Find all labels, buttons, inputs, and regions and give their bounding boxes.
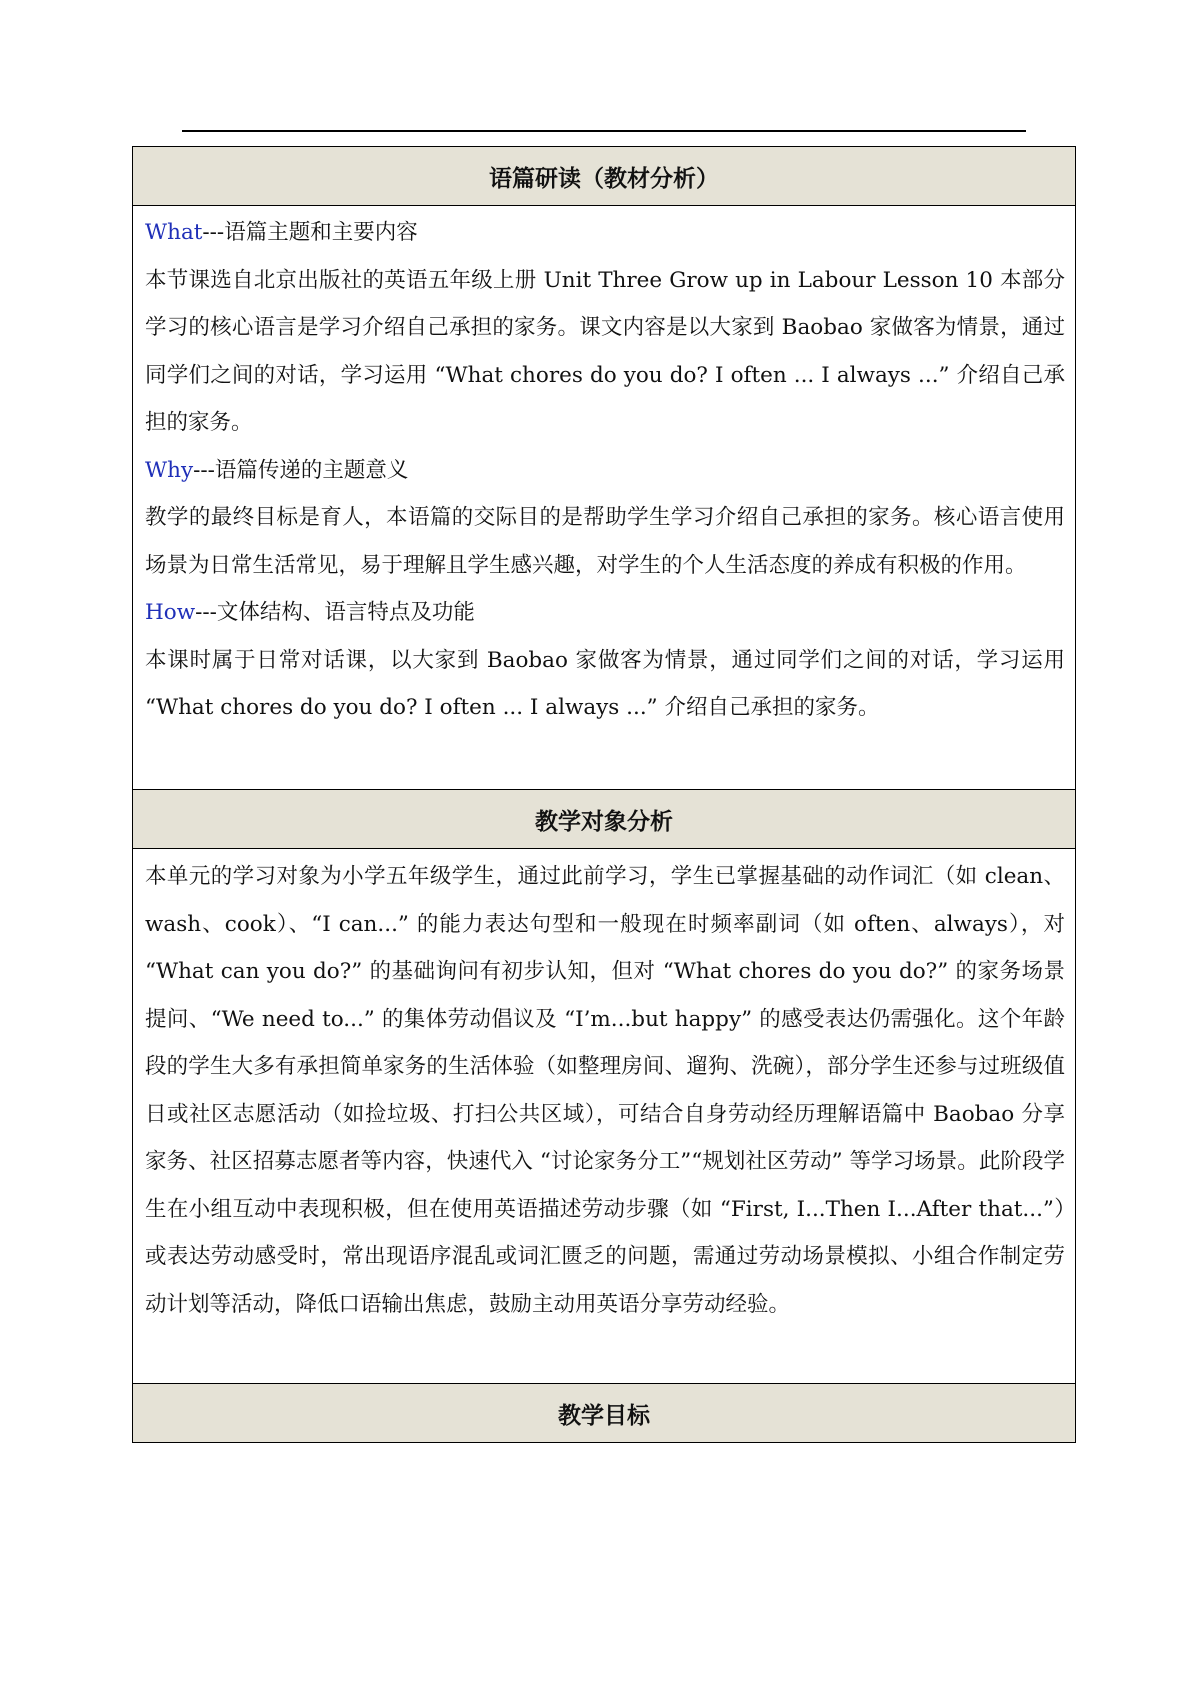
- section-title-teaching-goals: 教学目标: [133, 1384, 1076, 1443]
- how-heading: [145, 589, 1065, 637]
- section-header-row: [133, 1384, 1076, 1443]
- why-heading-label: ---语篇传递的主题意义: [193, 457, 409, 483]
- what-heading-label: ---语篇主题和主要内容: [202, 220, 418, 245]
- text-analysis-content: [133, 206, 1076, 790]
- section-title-text-analysis: 语篇研读（教材分析）: [133, 147, 1076, 206]
- section-header-row: [133, 147, 1076, 206]
- why-keyword: Why: [145, 457, 194, 483]
- lesson-plan-table: [132, 146, 1076, 1443]
- why-heading: [145, 447, 1065, 495]
- how-keyword: How: [145, 600, 196, 625]
- what-keyword: What: [145, 220, 203, 245]
- section-content-row: [133, 206, 1076, 790]
- why-body: 教学的最终目标是育人，本语篇的交际目的是帮助学生学习介绍自己承担的家务。核心语言使用场景为日常生活常见，易于理解且学生感兴趣，对学生的个人生活态度的养成有积极的作用。: [145, 505, 1065, 578]
- top-rule: [182, 130, 1026, 132]
- student-analysis-content: [133, 849, 1076, 1384]
- section-header-row: [133, 790, 1076, 849]
- how-body: 本课时属于日常对话课，以大家到 Baobao 家做客为情景，通过同学们之间的对话，学习运用 “What chores do you do? I often ... I always ...” 介绍自己承担的家务。: [145, 647, 1065, 720]
- section-content-row: [133, 849, 1076, 1384]
- section-title-student-analysis: 教学对象分析: [133, 790, 1076, 849]
- how-heading-label: ---文体结构、语言特点及功能: [195, 600, 475, 625]
- what-body: 本节课选自北京出版社的英语五年级上册 Unit Three Grow up in Labour Lesson 10 本部分学习的核心语言是学习介绍自己承担的家务。课文内容是以大家到 Baobao 家做客为情景，通过同学们之间的对话，学习运用 “What chores do you do? I often ... I always ...” 介绍自己承担的家务。: [145, 267, 1065, 435]
- student-analysis-body: 本单元的学习对象为小学五年级学生，通过此前学习，学生已掌握基础的动作词汇（如 clean、wash、cook）、“I can...” 的能力表达句型和一般现在时频率副词（如 often、always），对 “What can you do?” 的基础询问有初步认知，但对 “What chores do you do?” 的家务场景提问、“We need to...” 的集体劳动倡议及 “I’m...but happy” 的感受表达仍需强化。这个年龄段的学生大多有承担简单家务的生活体验（如整理房间、遛狗、洗碗），部分学生还参与过班级值日或社区志愿活动（如捡垃圾、打扫公共区域），可结合自身劳动经历理解语篇中 Baobao 分享家务、社区招募志愿者等内容，快速代入 “讨论家务分工”“规划社区劳动” 等学习场景。此阶段学生在小组互动中表现积极，但在使用英语描述劳动步骤（如 “First, I...Then I...After that...”）或表达劳动感受时，常出现语序混乱或词汇匮乏的问题，需通过劳动场景模拟、小组合作制定劳动计划等活动，降低口语输出焦虑，鼓励主动用英语分享劳动经验。: [145, 864, 1065, 1317]
- what-heading: [145, 209, 1065, 257]
